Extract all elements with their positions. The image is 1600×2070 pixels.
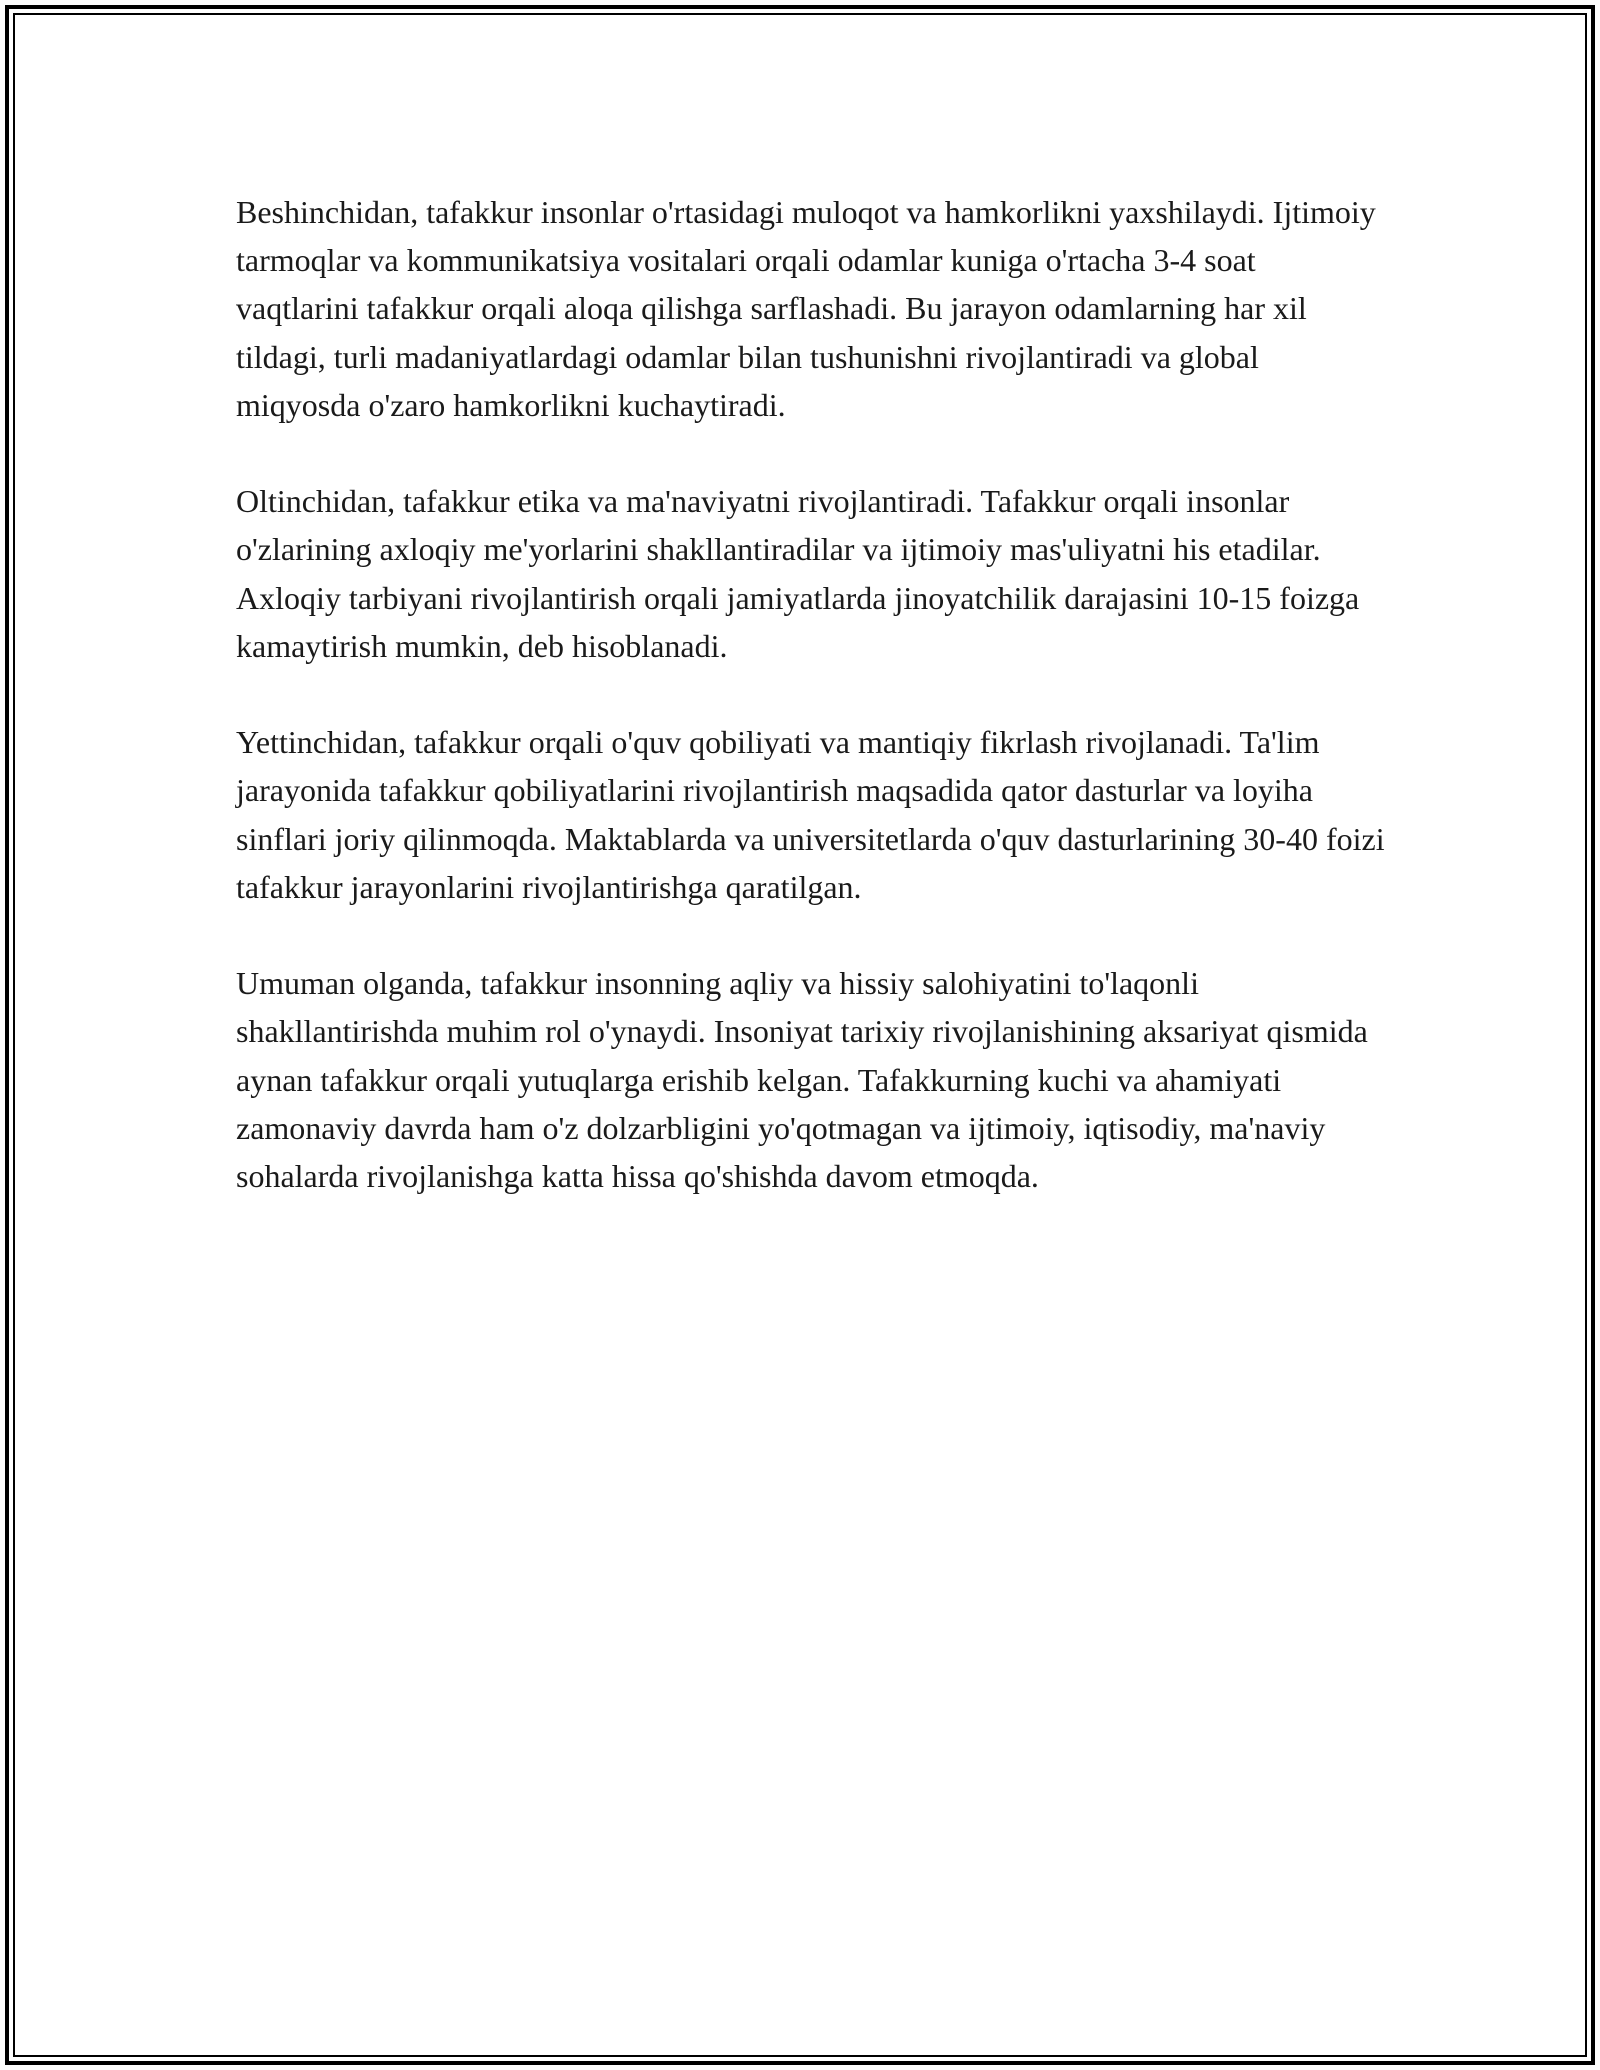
- paragraph-sixth: Oltinchidan, tafakkur etika va ma'naviyatni rivojlantiradi. Tafakkur orqali insonlar o'zlarining axloqiy me'yorlarini shakllantiradilar va ijtimoiy mas'uliyatni his etadilar. Axloqiy tarbiyani rivojlantirish orqali jamiyatlarda jinoyatchilik darajasini 10-15 foizga kamaytirish mumkin, deb hisoblanadi.: [236, 483, 1360, 664]
- paragraph-conclusion: Umuman olganda, tafakkur insonning aqliy va hissiy salohiyatini to'laqonli shakllantirishda muhim rol o'ynaydi. Insoniyat tarixiy rivojlanishining aksariyat qismida aynan tafakkur orqali yutuqlarga erishib kelgan. Tafakkurning kuchi va ahamiyati zamonaviy davrda ham o'z dolzarbligini yo'qotmagan va ijtimoiy, iqtisodiy, ma'naviy sohalarda rivojlanishga katta hissa qo'shishda davom etmoqda.: [236, 965, 1368, 1195]
- paragraph-seventh: Yettinchidan, tafakkur orqali o'quv qobiliyati va mantiqiy fikrlash rivojlanadi. Ta'lim jarayonida tafakkur qobiliyatlarini rivojlantirish maqsadida qator dasturlar va loyiha sinflari joriy qilinmoqda. Maktablarda va universitetlarda o'quv dasturlarining 30-40 foizi tafakkur jarayonlarini rivojlantirishga qaratilgan.: [236, 724, 1385, 905]
- document-body: [236, 188, 1386, 1248]
- paragraph-fifth: Beshinchidan, tafakkur insonlar o'rtasidagi muloqot va hamkorlikni yaxshilaydi. Ijtimoiy tarmoqlar va kommunikatsiya vositalari orqali odamlar kuniga o'rtacha 3-4 soat vaqtlarini tafakkur orqali aloqa qilishga sarflashadi. Bu jarayon odamlarning har xil tildagi, turli madaniyatlardagi odamlar bilan tushunishni rivojlantiradi va global miqyosda o'zaro hamkorlikni kuchaytiradi.: [236, 194, 1376, 423]
